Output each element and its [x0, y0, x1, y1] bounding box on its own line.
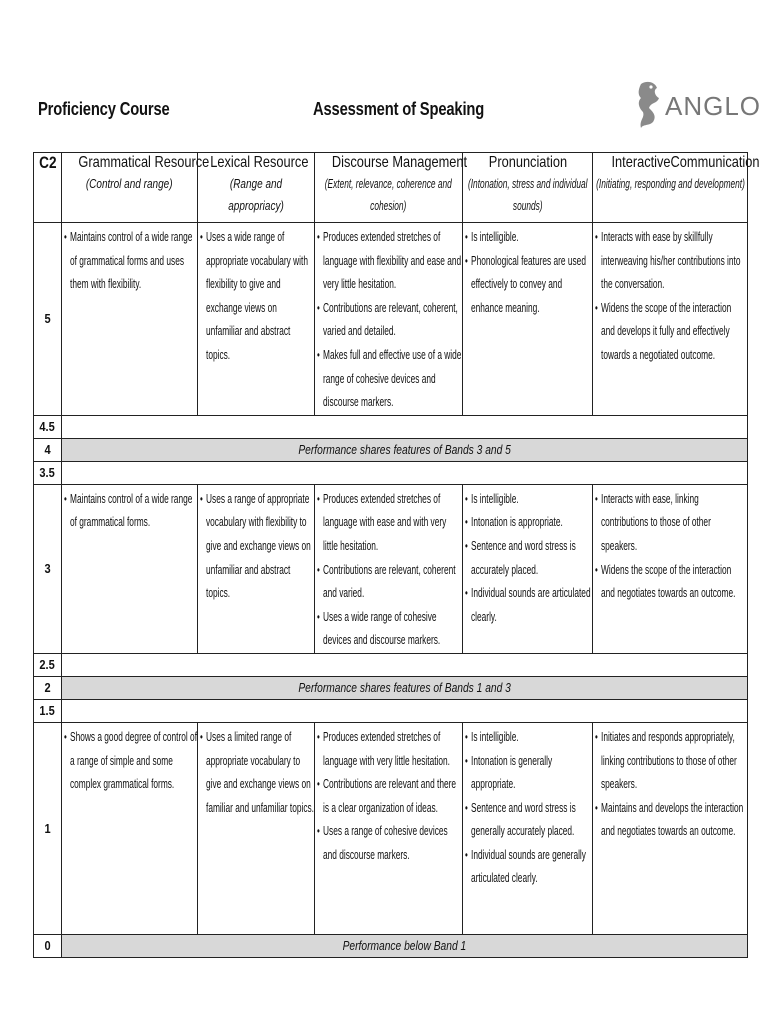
band-2-row — [34, 676, 748, 699]
band-label: 3.5 — [34, 461, 62, 484]
descriptor-item: • Uses a limited range of appropriate vocabulary to give and exchange views on familiar and unfamiliar topics. — [199, 726, 314, 820]
descriptor-item: • Produces extended stretches of language with very little hesitation. — [316, 726, 462, 773]
band-label: 2 — [34, 676, 62, 699]
descriptor-item: • Interacts with ease by skillfully interweaving his/her contributions into the conversation. — [594, 226, 747, 297]
descriptor-cell — [198, 722, 315, 934]
descriptor-item: • Sentence and word stress is accurately placed. — [464, 535, 592, 582]
descriptor-item: • Uses a range of appropriate vocabulary with flexibility to give and exchange views on unfamiliar and abstract topics. — [199, 488, 314, 606]
logo-wordmark: ANGLO — [665, 91, 762, 121]
descriptor-item: • Individual sounds are generally articulated clearly. — [464, 844, 592, 891]
descriptor-cell — [463, 223, 593, 416]
descriptor-cell — [62, 223, 198, 416]
band-1-row — [34, 722, 748, 934]
descriptor-cell — [593, 223, 748, 416]
band-3-5-row — [34, 461, 748, 484]
descriptor-cell — [463, 722, 593, 934]
descriptor-item: • Intonation is appropriate. — [464, 511, 592, 535]
col-pronunciation: Pronunciation (Intonation, stress and individual sounds) — [463, 153, 593, 223]
col-grammatical-resource: Grammatical Resource (Control and range) — [62, 153, 198, 223]
band-label: 3 — [34, 484, 62, 653]
anglo-logo — [635, 78, 762, 134]
lion-crest-icon — [635, 78, 663, 134]
descriptor-item: • Maintains and develops the interaction and negotiates towards an outcome. — [594, 797, 747, 844]
band-4-row — [34, 438, 748, 461]
descriptor-item: • Is intelligible. — [464, 488, 592, 512]
descriptor-item: • Uses a range of cohesive devices and discourse markers. — [316, 820, 462, 867]
col-discourse-management: Discourse Management (Extent, relevance, coherence and cohesion) — [315, 153, 463, 223]
descriptor-item: • Initiates and responds appropriately, linking contributions to those of other speakers. — [594, 726, 747, 797]
col-lexical-resource: Lexical Resource (Range and appropriacy) — [198, 153, 315, 223]
descriptor-cell — [62, 722, 198, 934]
descriptor-item: • Maintains control of a wide range of grammatical forms and uses them with flexibility. — [63, 226, 197, 297]
band-label: 1.5 — [34, 699, 62, 722]
band-4-5-row — [34, 415, 748, 438]
band-label: 0 — [34, 934, 62, 957]
descriptor-item: • Is intelligible. — [464, 726, 592, 750]
speaking-assessment-table — [33, 152, 760, 958]
descriptor-item: • Produces extended stretches of language with flexibility and ease and very little hesitation. — [316, 226, 462, 297]
descriptor-item: • Uses a wide range of appropriate vocabulary with flexibility to give and exchange views on unfamiliar and abstract topics. — [199, 226, 314, 368]
descriptor-cell — [315, 223, 463, 416]
col-interactive-communication: InteractiveCommunication (Initiating, responding and development) — [593, 153, 748, 223]
descriptor-item: • Makes full and effective use of a wide range of cohesive devices and discourse markers. — [316, 344, 462, 415]
descriptor-cell — [593, 484, 748, 653]
descriptor-item: • Contributions are relevant, coherent and varied. — [316, 559, 462, 606]
band-0-row — [34, 934, 748, 957]
descriptor-item: • Produces extended stretches of language with ease and with very little hesitation. — [316, 488, 462, 559]
band-3-row — [34, 484, 748, 653]
descriptor-item: • Uses a wide range of cohesive devices and discourse markers. — [316, 606, 462, 653]
descriptor-item: • Sentence and word stress is generally accurately placed. — [464, 797, 592, 844]
band-note: Performance below Band 1 — [62, 934, 748, 957]
band-1-5-row — [34, 699, 748, 722]
descriptor-cell — [315, 484, 463, 653]
level-cell: C2 — [34, 153, 62, 223]
descriptor-cell — [593, 722, 748, 934]
descriptor-item: • Maintains control of a wide range of grammatical forms. — [63, 488, 197, 535]
band-label: 4 — [34, 438, 62, 461]
descriptor-item: • Intonation is generally appropriate. — [464, 750, 592, 797]
descriptor-cell — [198, 223, 315, 416]
band-note: Performance shares features of Bands 3 and 5 — [62, 438, 748, 461]
descriptor-cell — [315, 722, 463, 934]
descriptor-item: • Widens the scope of the interaction and negotiates towards an outcome. — [594, 559, 747, 606]
descriptor-cell — [62, 484, 198, 653]
descriptor-item: • Is intelligible. — [464, 226, 592, 250]
band-label: 4.5 — [34, 415, 62, 438]
descriptor-item: • Individual sounds are articulated clearly. — [464, 582, 592, 629]
descriptor-item: • Shows a good degree of control of a range of simple and some complex grammatical forms. — [63, 726, 197, 797]
band-5-row — [34, 223, 748, 416]
band-label: 1 — [34, 722, 62, 934]
descriptor-item: • Widens the scope of the interaction and develops it fully and effectively towards a negotiated outcome. — [594, 297, 747, 368]
course-title: Proficiency Course — [38, 99, 170, 119]
descriptor-item: • Contributions are relevant, coherent, varied and detailed. — [316, 297, 462, 344]
band-label: 2.5 — [34, 653, 62, 676]
descriptor-item: • Interacts with ease, linking contributions to those of other speakers. — [594, 488, 747, 559]
descriptor-cell — [198, 484, 315, 653]
band-note: Performance shares features of Bands 1 and 3 — [62, 676, 748, 699]
document-title: Assessment of Speaking — [313, 99, 485, 119]
descriptor-item: • Contributions are relevant and there is a clear organization of ideas. — [316, 773, 462, 820]
band-2-5-row — [34, 653, 748, 676]
band-label: 5 — [34, 223, 62, 416]
header-row — [34, 153, 748, 223]
descriptor-cell — [463, 484, 593, 653]
page-header — [0, 0, 768, 150]
descriptor-item: • Phonological features are used effectively to convey and enhance meaning. — [464, 250, 592, 321]
